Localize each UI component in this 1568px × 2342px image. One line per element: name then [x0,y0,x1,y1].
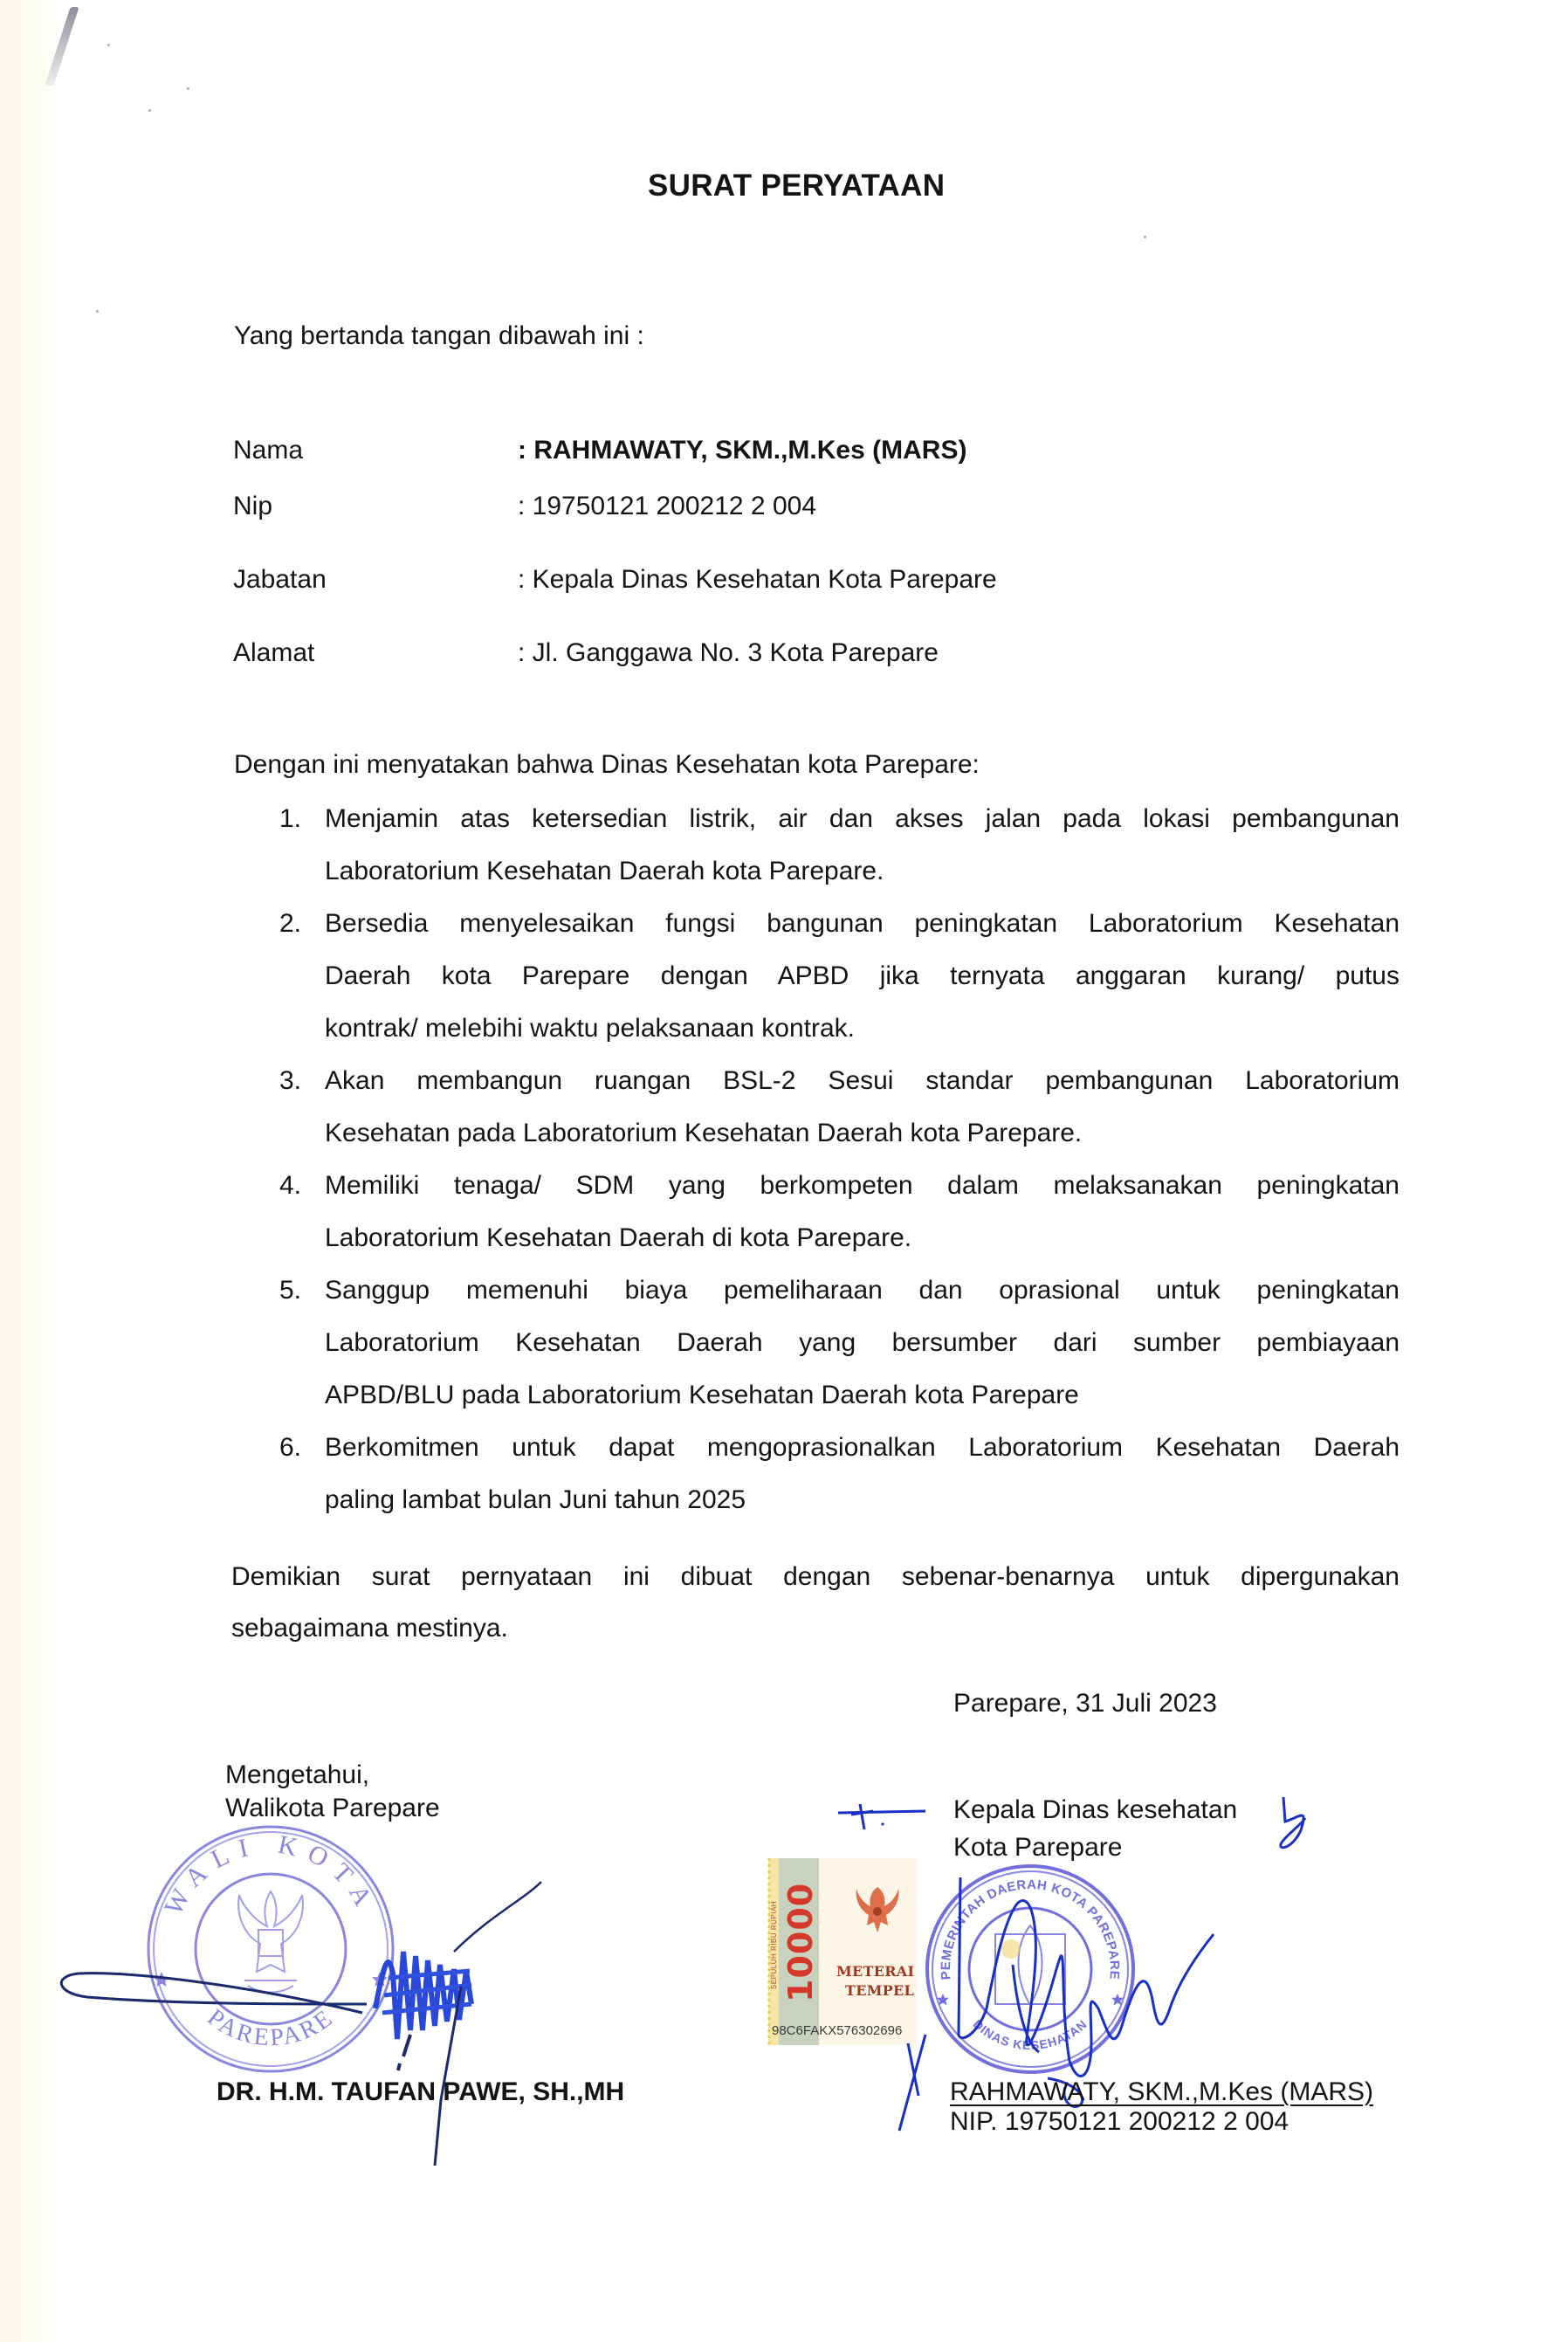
closing-line: sebagaimana mestinya. [231,1614,508,1643]
left-signer-line1: Mengetahui, [225,1760,370,1789]
field-value-alamat: : Jl. Ganggawa No. 3 Kota Parepare [518,638,939,667]
field-value-nama: : RAHMAWATY, SKM.,M.Kes (MARS) [518,436,967,465]
meterai-stamp [768,1858,917,2045]
list-line: Akan membangun ruangan BSL-2 Sesui standar pembangunan Laboratorium [325,1066,1400,1095]
field-label-alamat: Alamat [233,638,315,667]
walikota-seal [148,1827,393,2071]
list-line: Laboratorium Kesehatan Daerah yang bersumber dari sumber pembiayaan [325,1328,1400,1357]
meterai-label-line2: TEMPEL [845,1982,915,1999]
dinas-seal-bottom-text: DINAS KESEHATAN [970,2016,1090,2053]
closing-line: Demikian surat pernyataan ini dibuat dengan sebenar-benarnya untuk dipergunakan [231,1562,1400,1591]
right-signer-nip: NIP. 19750121 200212 2 004 [950,2107,1289,2136]
list-number: 2. [279,909,302,938]
place-date: Parepare, 31 Juli 2023 [953,1689,1217,1718]
list-line: Menjamin atas ketersedian listrik, air dan akses jalan pada lokasi pembangunan [325,804,1400,833]
meterai-serial: 98C6FAKX576302696 [772,2023,903,2038]
right-signer-line1: Kepala Dinas kesehatan [953,1795,1238,1824]
list-line: Memiliki tenaga/ SDM yang berkompeten dalam melaksanakan peningkatan [325,1171,1400,1200]
walikota-seal-top-text: WALI KOTA [158,1829,382,1920]
list-line: APBD/BLU pada Laboratorium Kesehatan Daerah kota Parepare [325,1381,1079,1409]
field-label-nama: Nama [233,436,304,465]
right-signer-name: RAHMAWATY, SKM.,M.Kes (MARS) [950,2077,1374,2106]
list-line: kontrak/ melebihi waktu pelaksanaan kontrak. [325,1014,856,1043]
dinas-seal-top-text: PEMERINTAH DAERAH KOTA PAREPARE [938,1877,1123,1980]
meterai-microtext: SEPULUH RIBU RUPIAH [770,1900,778,1989]
list-number: 4. [279,1171,302,1200]
list-line: Berkomitmen untuk dapat mengoprasionalkan Laboratorium Kesehatan Daerah [325,1433,1400,1462]
meterai-value: 10000 [781,1882,820,2002]
dinas-seal-emblem-icon [995,1925,1065,2005]
left-signer-name: DR. H.M. TAUFAN PAWE, SH.,MH [217,2077,625,2106]
right-signer-line2: Kota Parepare [953,1833,1123,1862]
left-signer-title: Walikota Parepare [225,1794,440,1822]
list-line: Kesehatan pada Laboratorium Kesehatan Daerah kota Parepare. [325,1119,1083,1147]
list-number: 5. [279,1276,302,1305]
field-label-jabatan: Jabatan [233,565,327,594]
list-line: Bersedia menyelesaikan fungsi bangunan peningkatan Laboratorium Kesehatan [325,909,1400,938]
list-line: Daerah kota Parepare dengan APBD jika ternyata anggaran kurang/ putus [325,961,1400,990]
list-number: 6. [279,1433,302,1462]
walikota-seal-bottom-text: PAREPARE [202,2003,340,2052]
field-value-nip: : 19750121 200212 2 004 [518,492,816,520]
intro-text: Yang bertanda tangan dibawah ini : [234,321,644,350]
field-label-nip: Nip [233,492,273,520]
list-line: Sanggup memenuhi biaya pemeliharaan dan oprasional untuk peningkatan [325,1276,1400,1305]
document-title: SURAT PERYATAAN [648,169,946,203]
field-value-jabatan: : Kepala Dinas Kesehatan Kota Parepare [518,565,997,594]
list-number: 3. [279,1066,302,1095]
list-line: paling lambat bulan Juni tahun 2025 [325,1485,746,1514]
list-line: Laboratorium Kesehatan Daerah di kota Parepare. [325,1223,912,1252]
statement-intro: Dengan ini menyatakan bahwa Dinas Kesehatan kota Parepare: [234,750,980,779]
meterai-label-line1: METERAI [836,1963,915,1980]
list-number: 1. [279,804,302,833]
garuda-seal-emblem-icon [238,1891,303,1993]
list-line: Laboratorium Kesehatan Daerah kota Parepare. [325,857,884,885]
